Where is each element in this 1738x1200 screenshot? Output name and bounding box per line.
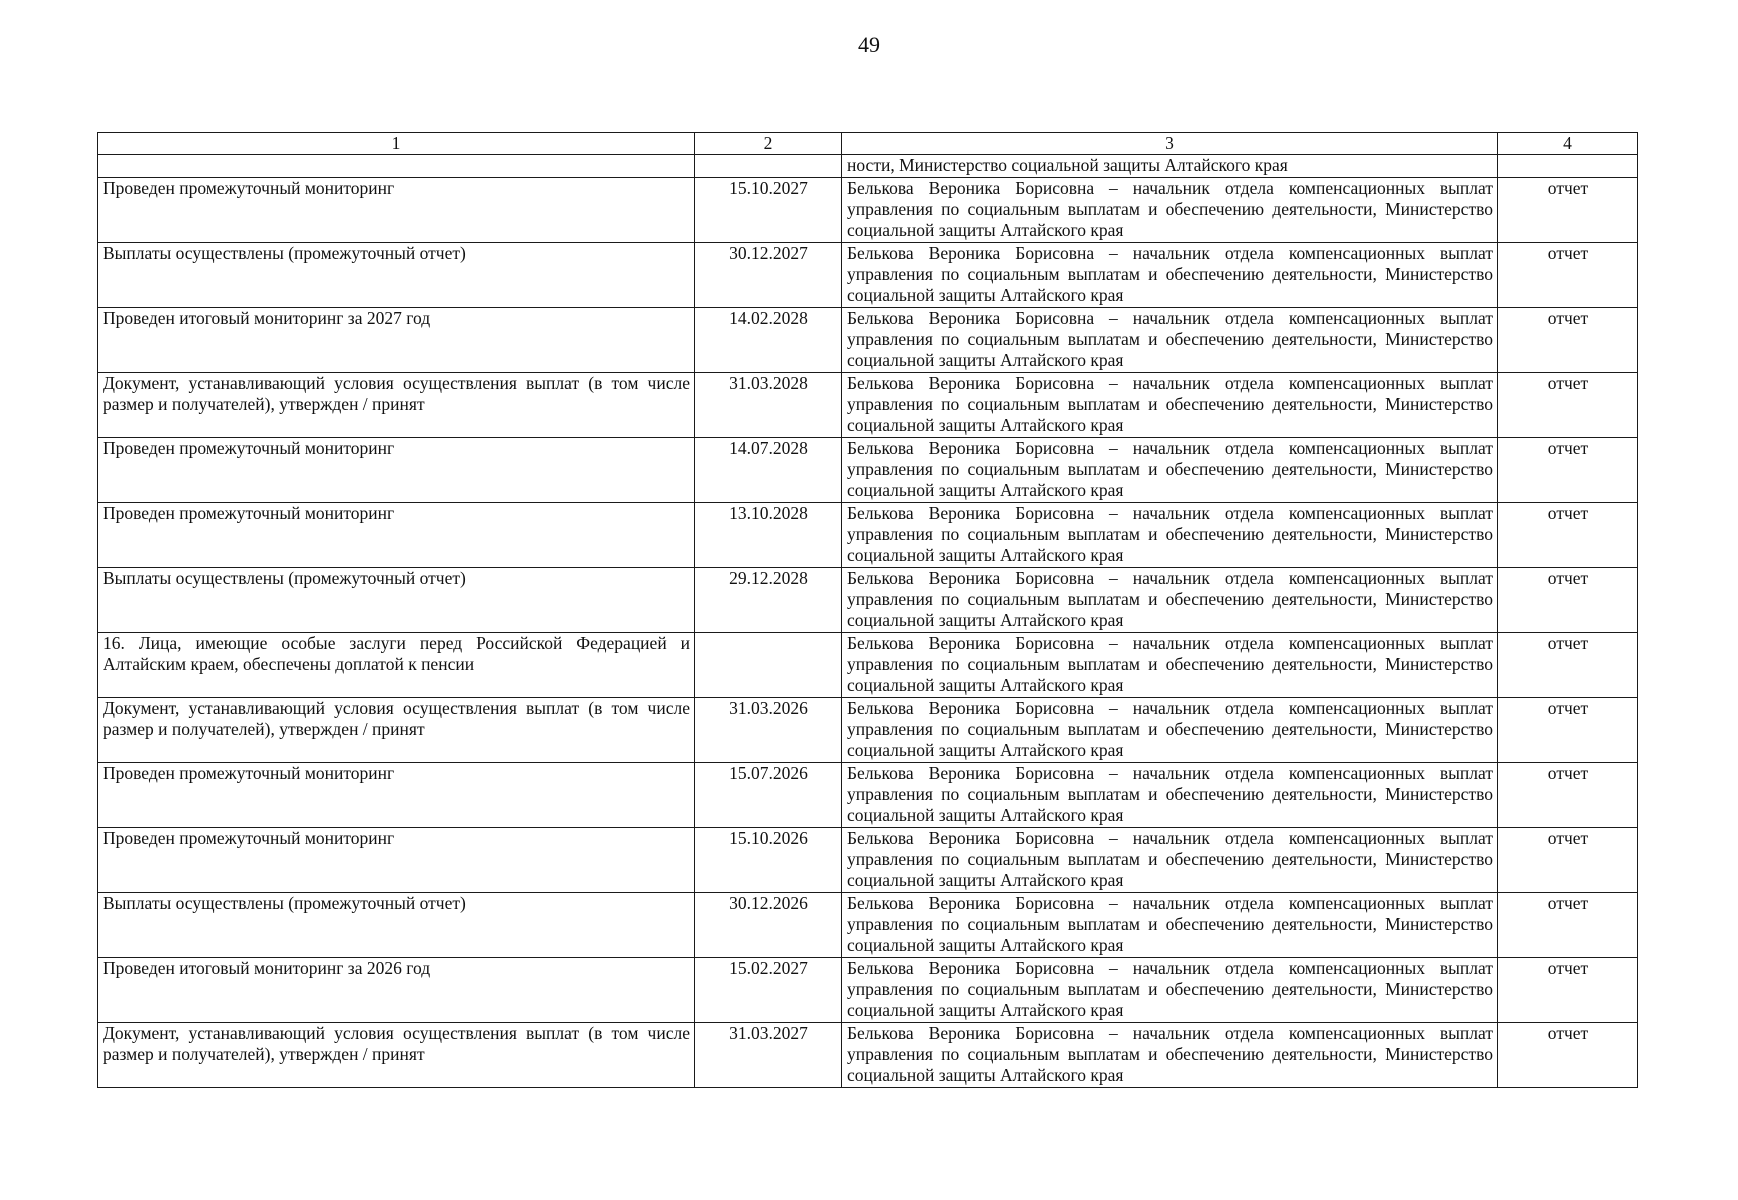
activity-cell: Документ, устанавливающий условия осуществления выплат (в том числе размер и получателей), утвержден / принят <box>98 372 695 437</box>
table-row <box>98 567 1638 632</box>
continuation-row <box>98 155 1638 177</box>
date-cell: 30.12.2027 <box>695 242 842 307</box>
table-row <box>98 372 1638 437</box>
date-cell: 14.07.2028 <box>695 437 842 502</box>
activity-cell: Проведен итоговый мониторинг за 2026 год <box>98 957 695 1022</box>
document-cell: отчет <box>1498 437 1638 502</box>
column-header: 1 <box>98 133 695 155</box>
date-cell <box>695 632 842 697</box>
date-cell: 15.07.2026 <box>695 762 842 827</box>
document-cell: отчет <box>1498 177 1638 242</box>
date-cell: 29.12.2028 <box>695 567 842 632</box>
responsible-cell: Белькова Вероника Борисовна – начальник отдела компенсационных выплат управления по социальным выплатам и обеспечению деятельности, Министерство социальной защиты Алтайского края <box>842 567 1498 632</box>
document-cell: отчет <box>1498 697 1638 762</box>
date-cell: 15.10.2026 <box>695 827 842 892</box>
date-cell: 31.03.2028 <box>695 372 842 437</box>
responsible-cell: Белькова Вероника Борисовна – начальник отдела компенсационных выплат управления по социальным выплатам и обеспечению деятельности, Министерство социальной защиты Алтайского края <box>842 827 1498 892</box>
document-cell: отчет <box>1498 827 1638 892</box>
activity-cell: Выплаты осуществлены (промежуточный отчет) <box>98 567 695 632</box>
activity-cell: Выплаты осуществлены (промежуточный отчет) <box>98 242 695 307</box>
responsible-cell: Белькова Вероника Борисовна – начальник отдела компенсационных выплат управления по социальным выплатам и обеспечению деятельности, Министерство социальной защиты Алтайского края <box>842 177 1498 242</box>
activity-cell: Проведен промежуточный мониторинг <box>98 177 695 242</box>
responsible-cell: Белькова Вероника Борисовна – начальник отдела компенсационных выплат управления по социальным выплатам и обеспечению деятельности, Министерство социальной защиты Алтайского края <box>842 762 1498 827</box>
activity-cell: Проведен промежуточный мониторинг <box>98 437 695 502</box>
responsible-cell: Белькова Вероника Борисовна – начальник отдела компенсационных выплат управления по социальным выплатам и обеспечению деятельности, Министерство социальной защиты Алтайского края <box>842 1022 1498 1087</box>
table-row <box>98 1022 1638 1087</box>
table-row <box>98 892 1638 957</box>
activity-cell: Выплаты осуществлены (промежуточный отчет) <box>98 892 695 957</box>
document-cell: отчет <box>1498 307 1638 372</box>
table-row <box>98 242 1638 307</box>
date-cell: 15.02.2027 <box>695 957 842 1022</box>
table-row <box>98 502 1638 567</box>
date-cell <box>695 155 842 177</box>
document-cell: отчет <box>1498 892 1638 957</box>
document-cell: отчет <box>1498 1022 1638 1087</box>
responsible-cell: Белькова Вероника Борисовна – начальник отдела компенсационных выплат управления по социальным выплатам и обеспечению деятельности, Министерство социальной защиты Алтайского края <box>842 502 1498 567</box>
responsible-cell: Белькова Вероника Борисовна – начальник отдела компенсационных выплат управления по социальным выплатам и обеспечению деятельности, Министерство социальной защиты Алтайского края <box>842 307 1498 372</box>
date-cell: 31.03.2027 <box>695 1022 842 1087</box>
responsible-cell: Белькова Вероника Борисовна – начальник отдела компенсационных выплат управления по социальным выплатам и обеспечению деятельности, Министерство социальной защиты Алтайского края <box>842 372 1498 437</box>
table-row <box>98 437 1638 502</box>
responsible-cell: ности, Министерство социальной защиты Алтайского края <box>842 155 1498 177</box>
table-row <box>98 957 1638 1022</box>
table-row <box>98 307 1638 372</box>
responsible-cell: Белькова Вероника Борисовна – начальник отдела компенсационных выплат управления по социальным выплатам и обеспечению деятельности, Министерство социальной защиты Алтайского края <box>842 697 1498 762</box>
activity-cell: Документ, устанавливающий условия осуществления выплат (в том числе размер и получателей), утвержден / принят <box>98 697 695 762</box>
date-cell: 30.12.2026 <box>695 892 842 957</box>
responsible-cell: Белькова Вероника Борисовна – начальник отдела компенсационных выплат управления по социальным выплатам и обеспечению деятельности, Министерство социальной защиты Алтайского края <box>842 632 1498 697</box>
table-row <box>98 762 1638 827</box>
table-row <box>98 632 1638 697</box>
table-header-row <box>98 133 1638 155</box>
activity-cell: Проведен итоговый мониторинг за 2027 год <box>98 307 695 372</box>
activity-cell <box>98 155 695 177</box>
document-cell: отчет <box>1498 957 1638 1022</box>
activity-cell: Проведен промежуточный мониторинг <box>98 762 695 827</box>
document-cell: отчет <box>1498 372 1638 437</box>
table-row <box>98 697 1638 762</box>
activity-cell: 16. Лица, имеющие особые заслуги перед Российской Федерацией и Алтайским краем, обеспечены доплатой к пенсии <box>98 632 695 697</box>
date-cell: 13.10.2028 <box>695 502 842 567</box>
responsible-cell: Белькова Вероника Борисовна – начальник отдела компенсационных выплат управления по социальным выплатам и обеспечению деятельности, Министерство социальной защиты Алтайского края <box>842 242 1498 307</box>
page-number: 49 <box>858 32 880 57</box>
document-cell: отчет <box>1498 567 1638 632</box>
document-cell <box>1498 155 1638 177</box>
document-cell: отчет <box>1498 502 1638 567</box>
column-header: 3 <box>842 133 1498 155</box>
table-row <box>98 177 1638 242</box>
responsible-cell: Белькова Вероника Борисовна – начальник отдела компенсационных выплат управления по социальным выплатам и обеспечению деятельности, Министерство социальной защиты Алтайского края <box>842 437 1498 502</box>
responsible-cell: Белькова Вероника Борисовна – начальник отдела компенсационных выплат управления по социальным выплатам и обеспечению деятельности, Министерство социальной защиты Алтайского края <box>842 892 1498 957</box>
column-header: 2 <box>695 133 842 155</box>
date-cell: 15.10.2027 <box>695 177 842 242</box>
measures-table <box>97 132 1638 1088</box>
activity-cell: Проведен промежуточный мониторинг <box>98 502 695 567</box>
responsible-cell: Белькова Вероника Борисовна – начальник отдела компенсационных выплат управления по социальным выплатам и обеспечению деятельности, Министерство социальной защиты Алтайского края <box>842 957 1498 1022</box>
table-row <box>98 827 1638 892</box>
document-cell: отчет <box>1498 762 1638 827</box>
column-header: 4 <box>1498 133 1638 155</box>
document-cell: отчет <box>1498 632 1638 697</box>
activity-cell: Проведен промежуточный мониторинг <box>98 827 695 892</box>
activity-cell: Документ, устанавливающий условия осуществления выплат (в том числе размер и получателей), утвержден / принят <box>98 1022 695 1087</box>
date-cell: 14.02.2028 <box>695 307 842 372</box>
date-cell: 31.03.2026 <box>695 697 842 762</box>
document-cell: отчет <box>1498 242 1638 307</box>
